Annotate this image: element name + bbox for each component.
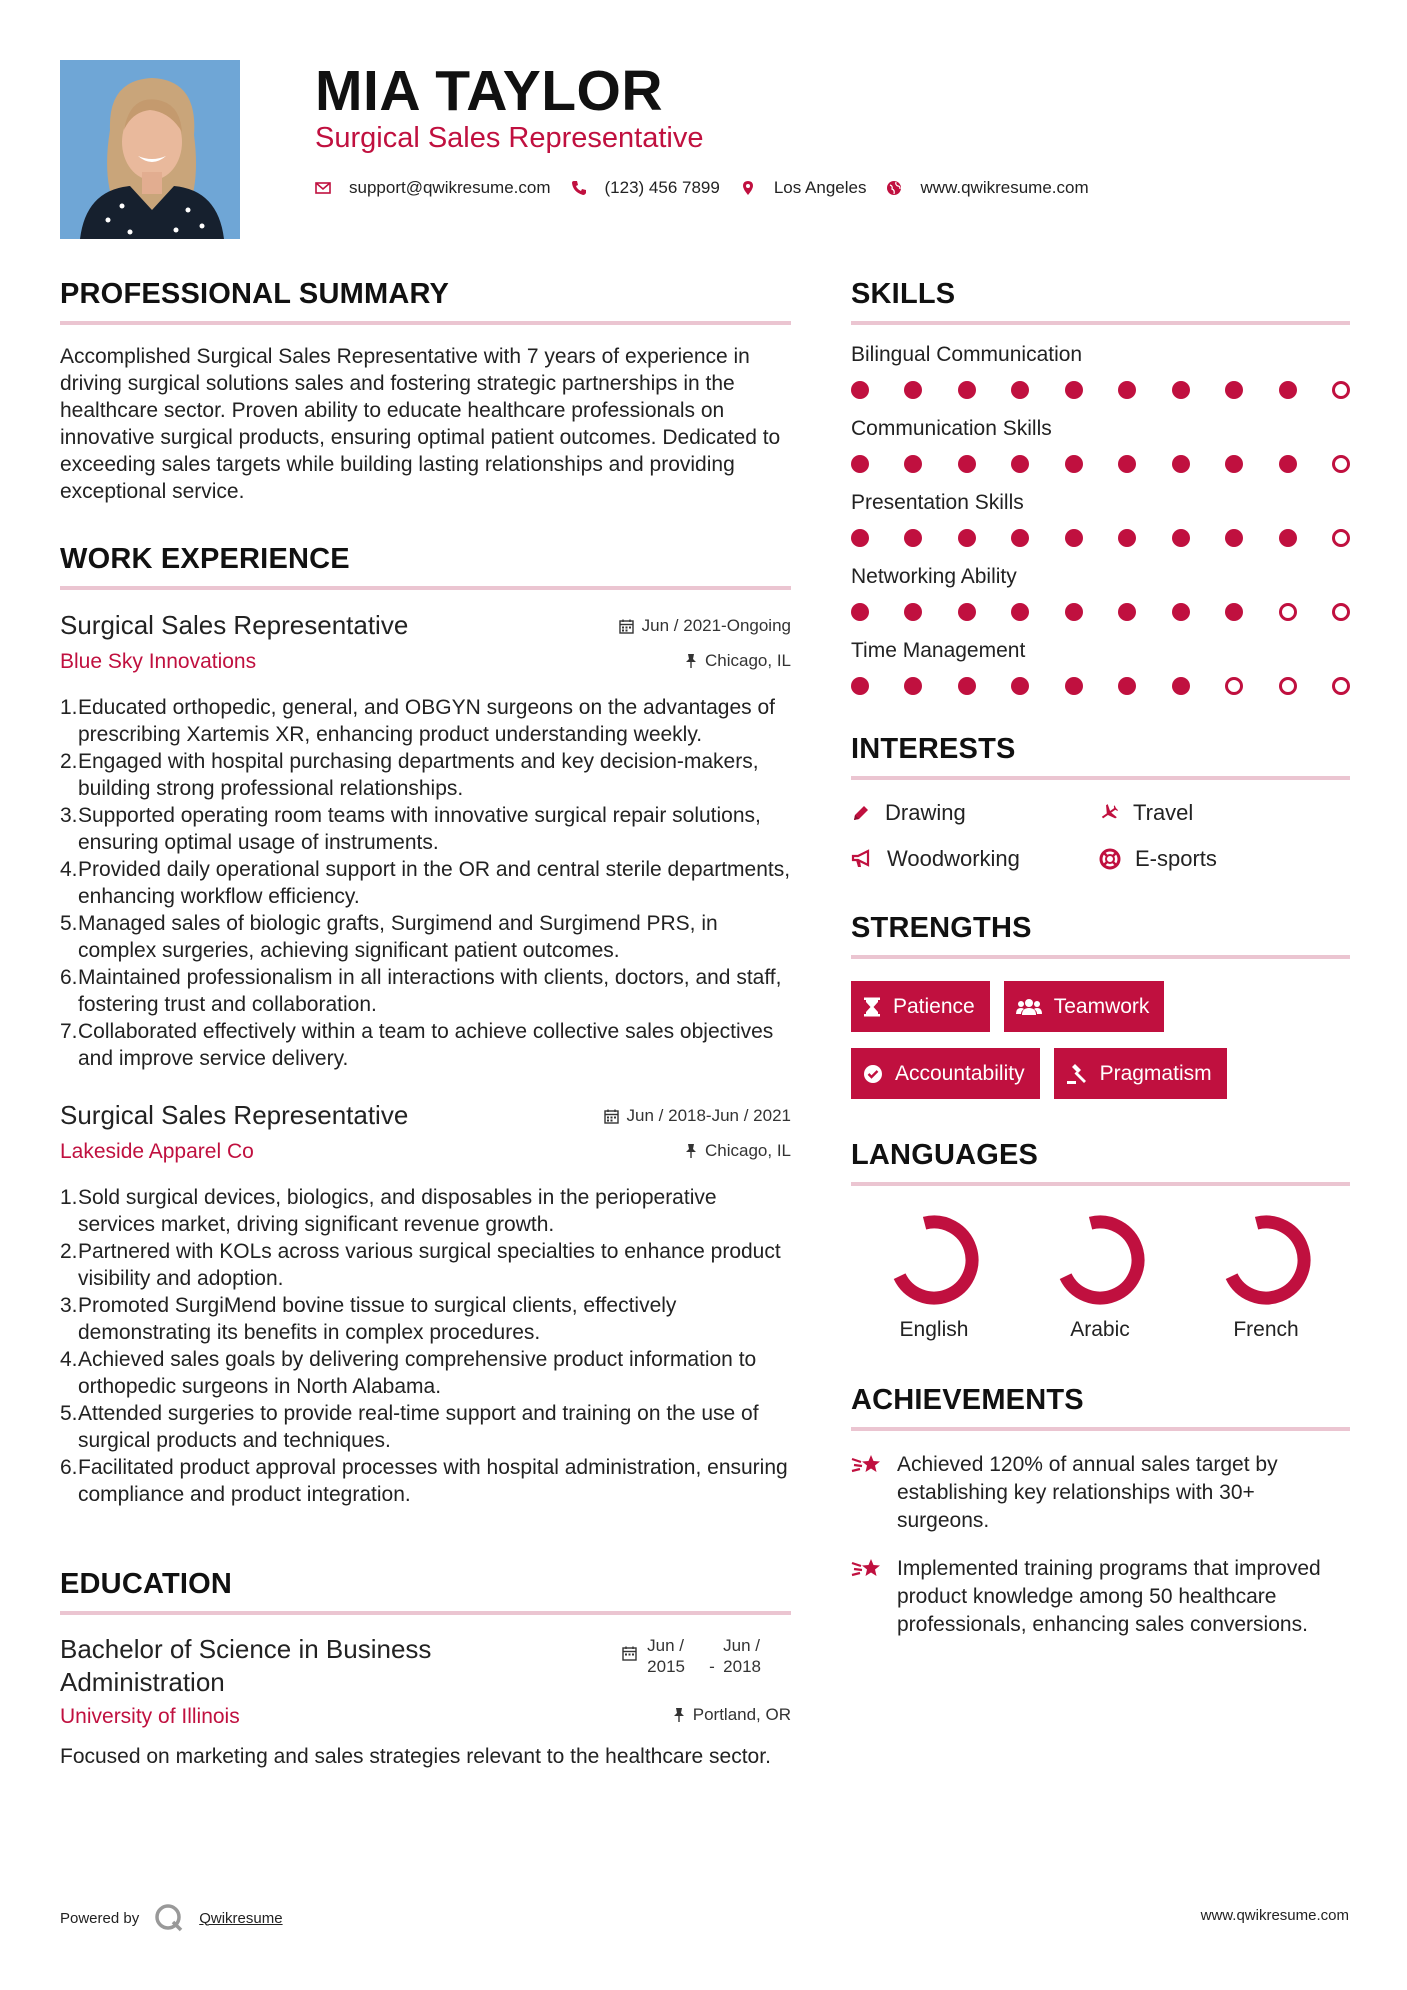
rating-dot-filled — [851, 603, 869, 621]
language-proficiency-ring — [886, 1212, 982, 1308]
rating-dot-filled — [1011, 677, 1029, 695]
education-entry — [60, 1633, 791, 1770]
rating-dot-filled — [1118, 381, 1136, 399]
rating-dot-empty — [1225, 677, 1243, 695]
summary-section — [60, 278, 791, 505]
skill-rating — [851, 603, 1350, 621]
skill-rating — [851, 677, 1350, 695]
experience-section — [60, 543, 791, 1508]
candidate-name: MIA TAYLOR — [315, 59, 664, 123]
skill-name: Bilingual Communication — [851, 343, 1083, 366]
footer-powered-by: Powered by Qwikresume — [60, 1902, 283, 1934]
rating-dot-filled — [958, 455, 976, 473]
skill-name: Time Management — [851, 639, 1026, 662]
contact-email[interactable]: support@qwikresume.com — [315, 178, 551, 198]
section-title: PROFESSIONAL SUMMARY — [60, 278, 450, 310]
pushpin-icon — [673, 1707, 685, 1723]
pushpin-icon — [685, 1143, 697, 1159]
section-title: LANGUAGES — [851, 1139, 1039, 1171]
skills-list — [851, 343, 1350, 695]
interests-section — [851, 733, 1350, 872]
proficiency-arc — [1066, 1222, 1138, 1298]
rating-dot-filled — [958, 603, 976, 621]
strength-badge: Accountability — [851, 1048, 1040, 1099]
job-location: Chicago, IL — [685, 651, 791, 671]
rating-dot-empty — [1279, 677, 1297, 695]
section-title: EDUCATION — [60, 1568, 233, 1600]
skill-item — [851, 491, 1350, 547]
rating-dot-filled — [1011, 381, 1029, 399]
gavel-icon — [1066, 1063, 1088, 1085]
list-item: 4.Provided daily operational support in the OR and central sterile departments, enhancing workflow efficiency. — [60, 858, 791, 908]
section-title: INTERESTS — [851, 733, 1016, 765]
proficiency-arc — [900, 1222, 972, 1298]
rating-dot-filled — [1279, 529, 1297, 547]
strength-badge: Pragmatism — [1054, 1048, 1227, 1099]
language-name: Arabic — [1070, 1318, 1130, 1341]
rating-dot-filled — [1225, 529, 1243, 547]
shooting-star-icon — [851, 1555, 883, 1583]
skill-rating — [851, 381, 1350, 399]
skill-item — [851, 417, 1350, 473]
list-item: 1.Educated orthopedic, general, and OBGYN surgeons on the advantages of prescribing Xartemis XR, enhancing product understanding weekly. — [60, 696, 775, 746]
footer-url[interactable]: www.qwikresume.com — [1200, 1907, 1349, 1924]
section-title: STRENGTHS — [851, 912, 1032, 944]
list-item: 7.Collaborated effectively within a team to achieve collective sales objectives and improve service delivery. — [60, 1020, 774, 1070]
list-item: 6.Maintained professionalism in all interactions with clients, doctors, and staff, fostering trust and collaboration. — [60, 966, 782, 1016]
list-item: 5.Attended surgeries to provide real-time support and training on the use of surgical products and techniques. — [60, 1402, 759, 1452]
megaphone-icon — [851, 849, 873, 869]
pushpin-icon — [685, 653, 697, 669]
list-item: 2.Partnered with KOLs across various surgical specialties to enhance product visibility and adoption. — [60, 1240, 781, 1290]
list-item: 6.Facilitated product approval processes with hospital administration, ensuring compliance and product integration. — [60, 1456, 788, 1506]
rating-dot-filled — [1011, 455, 1029, 473]
language-proficiency-ring — [1218, 1212, 1314, 1308]
job-title: Surgical Sales Representative — [60, 1100, 409, 1130]
rating-dot-filled — [1118, 529, 1136, 547]
achievements-section — [851, 1384, 1350, 1639]
skill-name: Networking Ability — [851, 565, 1017, 588]
rating-dot-filled — [1065, 529, 1083, 547]
list-item: 3.Supported operating room teams with innovative surgical repair solutions, ensuring optimal usage of instruments. — [60, 804, 761, 854]
rating-dot-filled — [1011, 603, 1029, 621]
rating-dot-filled — [1172, 455, 1190, 473]
rating-dot-filled — [1225, 455, 1243, 473]
list-item: 2.Engaged with hospital purchasing departments and key decision-makers, building strong professional relationships. — [60, 750, 759, 800]
rating-dot-filled — [1065, 677, 1083, 695]
language-proficiency-ring — [1052, 1212, 1148, 1308]
interest-item: Woodworking — [851, 846, 1099, 872]
pencil-icon — [851, 803, 871, 823]
interest-item: E-sports — [1099, 846, 1347, 872]
rating-dot-filled — [851, 677, 869, 695]
rating-dot-filled — [1065, 381, 1083, 399]
contact-bar — [315, 178, 1109, 198]
education-location: Portland, OR — [673, 1705, 791, 1725]
section-divider — [60, 586, 791, 590]
check-circle-icon — [863, 1064, 883, 1084]
achievement-item: Implemented training programs that improved product knowledge among 50 healthcare professionals, enhancing sales conversions. — [851, 1555, 1350, 1639]
rating-dot-filled — [1225, 381, 1243, 399]
company-name: Blue Sky Innovations — [60, 650, 257, 673]
skill-name: Communication Skills — [851, 417, 1052, 440]
job-entry — [60, 1100, 791, 1508]
language-name: English — [899, 1318, 969, 1341]
rating-dot-filled — [1172, 381, 1190, 399]
company-name: Lakeside Apparel Co — [60, 1140, 254, 1163]
interest-item: Drawing — [851, 800, 1099, 826]
languages-list — [851, 1212, 1350, 1342]
section-title: ACHIEVEMENTS — [851, 1384, 1084, 1416]
degree-title: Bachelor of Science in Business Administration — [60, 1634, 432, 1697]
language-name: French — [1233, 1318, 1299, 1341]
duties-list — [60, 1184, 791, 1508]
rating-dot-empty — [1332, 381, 1350, 399]
shooting-star-icon — [851, 1451, 883, 1479]
strength-badge: Patience — [851, 981, 990, 1032]
skill-item — [851, 343, 1350, 399]
section-divider — [851, 776, 1350, 780]
hourglass-icon — [863, 997, 881, 1017]
education-section — [60, 1568, 791, 1770]
contact-location: Los Angeles — [740, 178, 867, 198]
rating-dot-empty — [1332, 455, 1350, 473]
section-divider — [851, 321, 1350, 325]
rating-dot-empty — [1332, 603, 1350, 621]
contact-website[interactable]: www.qwikresume.com — [886, 178, 1088, 198]
skill-name: Presentation Skills — [851, 491, 1024, 514]
section-title: WORK EXPERIENCE — [60, 543, 350, 575]
duties-list — [60, 694, 791, 1072]
rating-dot-filled — [851, 381, 869, 399]
rating-dot-empty — [1332, 529, 1350, 547]
map-pin-icon — [740, 180, 756, 196]
section-divider — [851, 1427, 1350, 1431]
envelope-icon — [315, 180, 331, 196]
list-item: 1.Sold surgical devices, biologics, and disposables in the perioperative services market, driving significant revenue growth. — [60, 1186, 717, 1236]
rating-dot-filled — [958, 529, 976, 547]
section-divider — [60, 321, 791, 325]
rating-dot-filled — [1279, 455, 1297, 473]
language-item — [1183, 1212, 1349, 1342]
rating-dot-filled — [904, 381, 922, 399]
rating-dot-filled — [904, 677, 922, 695]
rating-dot-filled — [1011, 529, 1029, 547]
users-icon — [1016, 997, 1042, 1017]
education-date: Jun / 2015 - Jun / 2018 — [622, 1635, 761, 1677]
interests-list — [851, 800, 1350, 872]
rating-dot-filled — [1225, 603, 1243, 621]
rating-dot-filled — [1172, 529, 1190, 547]
section-divider — [60, 1611, 791, 1615]
profile-photo — [60, 60, 240, 239]
rating-dot-filled — [904, 603, 922, 621]
skills-section — [851, 278, 1350, 695]
skill-rating — [851, 529, 1350, 547]
job-date: Jun / 2018-Jun / 2021 — [604, 1106, 791, 1126]
job-date: Jun / 2021-Ongoing — [619, 616, 791, 636]
right-column — [851, 278, 1350, 1639]
rating-dot-filled — [958, 381, 976, 399]
rating-dot-filled — [958, 677, 976, 695]
calendar-icon — [622, 1646, 637, 1661]
language-item — [851, 1212, 1017, 1342]
summary-text: Accomplished Surgical Sales Representative with 7 years of experience in driving surgical solutions sales and fostering strategic partnerships in the healthcare sector. Proven ability to educate healthcare professionals on innovative surgical products, ensuring optimal patient outcomes. Dedicated to exceeding sales targets while building lasting relationships and providing exceptional service. — [60, 345, 781, 503]
globe-icon — [886, 180, 902, 196]
rating-dot-filled — [851, 529, 869, 547]
strength-badge: Teamwork — [1004, 981, 1165, 1032]
list-item: 4.Achieved sales goals by delivering comprehensive product information to orthopedic surgeons in North Alabama. — [60, 1348, 757, 1398]
left-column — [60, 278, 791, 1770]
rating-dot-empty — [1279, 603, 1297, 621]
rating-dot-filled — [851, 455, 869, 473]
rating-dot-filled — [1172, 603, 1190, 621]
plane-icon — [1099, 803, 1119, 823]
rating-dot-filled — [904, 529, 922, 547]
rating-dot-filled — [1118, 603, 1136, 621]
skill-rating — [851, 455, 1350, 473]
rating-dot-filled — [1279, 381, 1297, 399]
list-item: 3.Promoted SurgiMend bovine tissue to surgical clients, effectively demonstrating its benefits in complex procedures. — [60, 1294, 677, 1344]
languages-section — [851, 1139, 1350, 1342]
section-divider — [851, 1182, 1350, 1186]
strengths-list — [851, 981, 1350, 1099]
contact-phone[interactable]: (123) 456 7899 — [571, 178, 720, 198]
interest-item: Travel — [1099, 800, 1347, 826]
phone-icon — [571, 180, 587, 196]
achievement-item: Achieved 120% of annual sales target by establishing key relationships with 30+ surgeons. — [851, 1451, 1350, 1535]
skill-item — [851, 639, 1350, 695]
qwikresume-logo-icon — [153, 1902, 185, 1934]
list-item: 5.Managed sales of biologic grafts, Surgimend and Surgimend PRS, in complex surgeries, achieving significant patient outcomes. — [60, 912, 718, 962]
rating-dot-filled — [1118, 455, 1136, 473]
rating-dot-filled — [1065, 603, 1083, 621]
calendar-icon — [619, 619, 634, 634]
job-location: Chicago, IL — [685, 1141, 791, 1161]
rating-dot-filled — [1065, 455, 1083, 473]
rating-dot-filled — [904, 455, 922, 473]
rating-dot-filled — [1118, 677, 1136, 695]
calendar-icon — [604, 1109, 619, 1124]
skill-item — [851, 565, 1350, 621]
proficiency-arc — [1232, 1222, 1304, 1298]
school-name: University of Illinois — [60, 1705, 240, 1728]
job-title: Surgical Sales Representative — [60, 610, 409, 640]
rating-dot-empty — [1332, 677, 1350, 695]
job-entry — [60, 610, 791, 1072]
lifebuoy-icon — [1099, 848, 1121, 870]
strengths-section — [851, 912, 1350, 1099]
education-description: Focused on marketing and sales strategies relevant to the healthcare sector. — [60, 1745, 771, 1768]
candidate-role: Surgical Sales Representative — [315, 122, 704, 154]
section-title: SKILLS — [851, 278, 956, 310]
section-divider — [851, 955, 1350, 959]
language-item — [1017, 1212, 1183, 1342]
rating-dot-filled — [1172, 677, 1190, 695]
brand-link[interactable]: Qwikresume — [199, 1909, 283, 1927]
